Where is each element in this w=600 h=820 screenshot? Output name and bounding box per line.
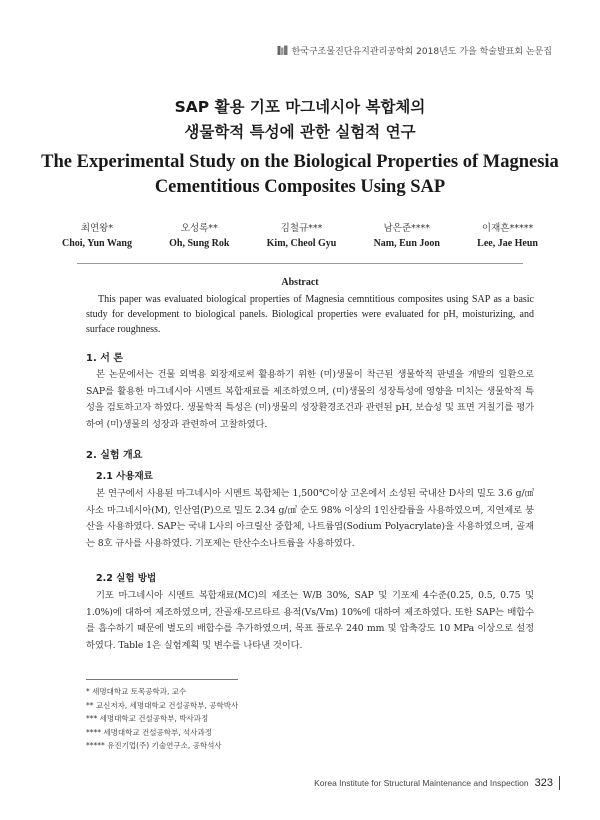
section-heading-experiment-overview: 2. 실험 개요 xyxy=(86,450,143,461)
running-header xyxy=(277,44,552,57)
institute-name: Korea Institute for Structural Maintenance and Inspection xyxy=(314,778,529,788)
korean-title-line-1: SAP 활용 기포 마그네시아 복합체의 xyxy=(174,98,426,116)
section-heading-introduction: 1. 서 론 xyxy=(86,353,124,364)
subsection-heading-method: 2.2 실험 방법 xyxy=(96,573,157,584)
english-title-line-1: The Experimental Study on the Biological Properties of Magnesia xyxy=(41,152,559,172)
author-korean-name: 오성록** xyxy=(180,223,218,234)
footnote: *** 세명대학교 건설공학부, 박사과정 xyxy=(86,714,209,723)
footnote: * 세명대학교 토목공학과, 교수 xyxy=(86,687,187,696)
author-korean-name: 이재흔***** xyxy=(481,223,534,234)
footnotes xyxy=(86,685,238,753)
footer-divider xyxy=(559,776,560,790)
subsection-heading-materials: 2.1 사용재료 xyxy=(96,471,153,482)
method-paragraph: 기포 마그네시아 시멘트 복합재료(MC)의 제조는 W/B 30%, SAP 및 기포제 4수준(0.25, 0.5, 0.75 및 1.0%)에 대하여 제조하였으며, 잔골재-모르타르 용적(Vs/Vm) 10%에 대하여 제조하였다. 또한 SAP는 배합수를 흡수하기 때문에 별도의 배합수를 추가하였으며, 목표 플로우 240 mm 및 압축강도 10 MPa 이상으로 설정하였다. Table 1은 실험계획 및 변수를 나타낸 것이다. xyxy=(86,590,534,651)
footnote-divider xyxy=(86,679,238,680)
author-list xyxy=(62,221,538,251)
author xyxy=(62,221,132,251)
author xyxy=(267,221,337,251)
page-footer xyxy=(314,776,560,790)
abstract-text: This paper was evaluated biological properties of Magnesia cemntitious composites using SAP as a basic study for development to biological panels. Biological properties were evaluated for pH, moisturizing, and surface roughness. xyxy=(86,294,534,335)
page-number: 323 xyxy=(534,777,553,789)
footnote: **** 세명대학교 건설공학부, 석사과정 xyxy=(86,727,212,737)
author xyxy=(374,221,440,251)
author-english-name: Choi, Yun Wang xyxy=(62,238,132,249)
footnote: ** 교신저자, 세명대학교 건설공학부, 공학박사 xyxy=(86,700,239,710)
book-stack-icon xyxy=(277,45,288,56)
materials-paragraph: 본 연구에서 사용된 마그네시아 시멘트 복합체는 1,500℃이상 고온에서 소성된 국내산 D사의 밀도 3.6 g/㎤ 사소 마그네시아(M), 인산염(P)으로 밀도 2.34 g/㎤ 순도 98% 이상의 1인산칼륨을 사용하였으며, 지연제로 붕산을 사용하였다. SAP는 국내 L사의 아크릴산 중합체, 나트륨염(Sodium Polyacrylate)을 사용하였으며, 골재는 8호 규사를 사용하였다. 기포제는 탄산수소나트륨을 사용하였다. xyxy=(86,488,534,549)
author-english-name: Oh, Sung Rok xyxy=(169,238,230,249)
author xyxy=(477,221,538,251)
introduction-paragraph: 본 논문에서는 건물 외벽용 외장재로써 활용하기 위한 (미)생물이 착근된 생물학적 판넬을 개발의 일환으로 SAP를 활용한 마그네시아 시멘트 복합재료를 제조하였으며, (미)생물의 성장특성에 영향을 미치는 생물학적 특성을 검토하고자 하였다. 생물학적 특성은 (미)생물의 성장환경조건과 관련된 pH, 보습성 및 표면 거칠기를 평가하여 (미)생물의 성장과 관련하여 고찰하였다. xyxy=(86,369,534,430)
author xyxy=(169,221,229,251)
abstract-heading: Abstract xyxy=(281,277,319,288)
footnote: ***** 유진기업(주) 기술연구소, 공학석사 xyxy=(86,741,222,750)
korean-title xyxy=(0,95,600,145)
author-english-name: Kim, Cheol Gyu xyxy=(266,238,337,249)
english-title-line-2: Cementitious Composites Using SAP xyxy=(154,177,446,197)
author-english-name: Lee, Jae Heun xyxy=(477,238,538,249)
journal-name: 한국구조물진단유지관리공학회 2018년도 가을 학술발표회 논문집 xyxy=(291,47,552,57)
english-title xyxy=(40,150,560,200)
author-korean-name: 김철규*** xyxy=(280,223,323,234)
korean-title-line-2: 생물학적 특성에 관한 실험적 연구 xyxy=(184,123,416,141)
author-english-name: Nam, Eun Joon xyxy=(373,238,440,249)
author-korean-name: 남은준**** xyxy=(383,223,431,234)
title-divider xyxy=(77,263,523,264)
author-korean-name: 최연왕* xyxy=(80,223,114,234)
